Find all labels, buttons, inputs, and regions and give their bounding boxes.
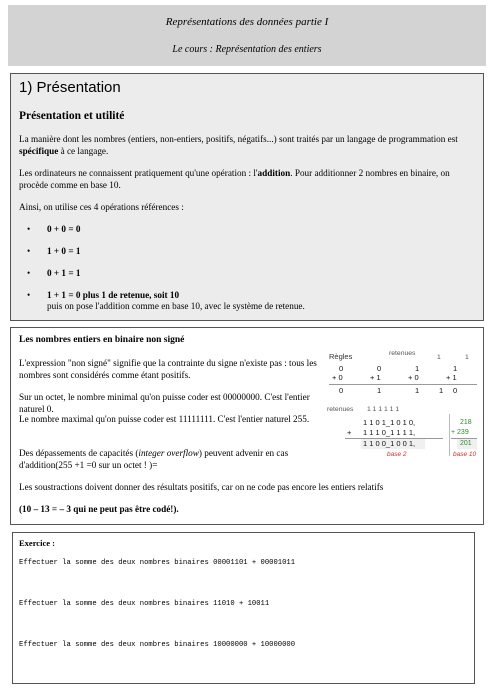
decimal-operand: 218: [460, 419, 472, 426]
paragraph-subtraction: Les soustractions doivent donner des résultats positifs, car on ne code pas encore les entiers relatifs: [19, 482, 384, 492]
digit: + 0: [332, 373, 343, 382]
digit: 1: [415, 364, 420, 373]
section-subheading: Présentation et utilité: [19, 110, 125, 122]
exercise-box: [12, 532, 475, 684]
exercise-question: Effectuer la somme des deux nombres binaires 10000000 + 10000000: [19, 641, 296, 649]
document-subtitle: Le cours : Représentation des entiers: [172, 44, 322, 55]
section-presentation: 1) Présentation Présentation et utilité La manière dont les nombres (entiers, non-entiers, positifs, négatifs...) sont traités par un langage de programmation est spécifique à ce langage. Les ordinateurs ne connaissent pratiquement qu'une opération : l'addition. Pour additionner 2 nombres en binaire, on procède comme en base 10. Ainsi, on utilise ces 4 opérations références : • 0 + 0 = 0 • 1 + 0 = 1 • 0 + 1 = 1 • 1 + 1 = 0 plus 1 de retenue, soit 10 puis on pose l'addition comme en base 10, avec le système de retenue.: [10, 73, 484, 321]
digit: + 1: [446, 373, 457, 382]
bold-span: addition: [257, 168, 291, 178]
decimal-operand: + 239: [451, 429, 469, 436]
paragraph-unsigned: L'expression "non signé" signifie que la contrainte du signe n'existe pas : tous les nombres sont considérés comme étant positifs.: [19, 358, 317, 380]
digit: 0: [339, 364, 344, 373]
section-unsigned-integers: [10, 327, 484, 525]
text-span: La manière dont les nombres (entiers, non-entiers, positifs, négatifs...) sont traités par un langage de programmation est: [19, 134, 458, 144]
digit: 1: [439, 386, 444, 395]
carry-digits: 1 1 1 1 1 1: [367, 406, 400, 413]
carries-label: retenues: [389, 350, 416, 357]
exercise-label: Exercice :: [19, 538, 55, 548]
paragraph-min: Sur un octet, le nombre minimal qu'on puisse coder est 00000000. C'est l'entier naturel 0.: [19, 392, 310, 414]
bullet-text: puis on pose l'addition comme en base 10, avec le système de retenue.: [47, 301, 305, 311]
bullet-text: 1 + 0 = 1: [47, 246, 81, 256]
paragraph-addition: [19, 168, 479, 192]
text-span: Des dépassements de capacités (: [19, 448, 139, 458]
binary-result: 1 1 0 0_1 0 0 1,: [363, 439, 416, 448]
digit: 1: [453, 364, 458, 373]
exercise-question: Effectuer la somme des deux nombres binaires 00001101 + 00001011: [19, 559, 296, 567]
carry-digit: 1: [465, 354, 469, 361]
document-title: Représentations des données partie I: [165, 16, 329, 28]
rules-label: Règles: [329, 352, 353, 361]
binary-operand: 1 1 0 1_1 0 1 0,: [363, 418, 416, 427]
exercise-question: Effectuer la somme des deux nombres binaires 11010 + 10011: [19, 600, 270, 608]
bullet-text: 0 + 1 = 1: [47, 268, 81, 278]
paragraph-operations: Ainsi, on utilise ces 4 opérations références :: [19, 202, 184, 212]
binary-operand: 1 1 1 0_1 1 1 1,: [363, 428, 416, 437]
base10-label: base 10: [453, 451, 477, 458]
italic-span: integer overflow: [138, 448, 199, 458]
base2-label: base 2: [387, 451, 407, 458]
text-span: ) peuvent advenir en cas d'addition(255 +1 =0 sur un octet ! )=: [19, 448, 289, 470]
text-span: Les ordinateurs ne connaissent pratiquement qu'une opération : l': [19, 168, 258, 178]
digit: 0: [339, 386, 344, 395]
paragraph-specific: [19, 134, 479, 158]
digit: 1: [415, 386, 420, 395]
bold-span: spécifique: [19, 145, 59, 156]
section-heading: 1) Présentation: [19, 79, 121, 96]
text-span: à ce langage.: [58, 145, 109, 156]
binary-addition-figure: [327, 348, 479, 468]
paragraph-example: (10 – 13 = – 3 qui ne peut pas être codé!).: [19, 504, 179, 514]
page-header: [8, 5, 486, 66]
digit: + 0: [408, 373, 419, 382]
plus-sign: +: [347, 428, 352, 437]
text-span: . Pour additionner 2 nombres en binaire, on procède comme en base 10.: [19, 168, 450, 190]
bullet-text: 0 + 0 = 0: [47, 224, 81, 234]
digit: 0: [377, 364, 382, 373]
paragraph-overflow: [19, 448, 319, 472]
decimal-result: 201: [460, 440, 472, 447]
carry-digit: 1: [437, 354, 441, 361]
section-heading: Les nombres entiers en binaire non signé: [19, 335, 185, 345]
carries-label: retenues: [327, 406, 354, 413]
bullet-text: 1 + 1 = 0 plus 1 de retenue, soit 10: [47, 290, 180, 300]
digit: 0: [453, 386, 458, 395]
paragraph-max: Le nombre maximal qu'on puisse coder est 11111111. C'est l'entier naturel 255.: [19, 414, 310, 424]
digit: + 1: [370, 373, 381, 382]
digit: 1: [377, 386, 382, 395]
